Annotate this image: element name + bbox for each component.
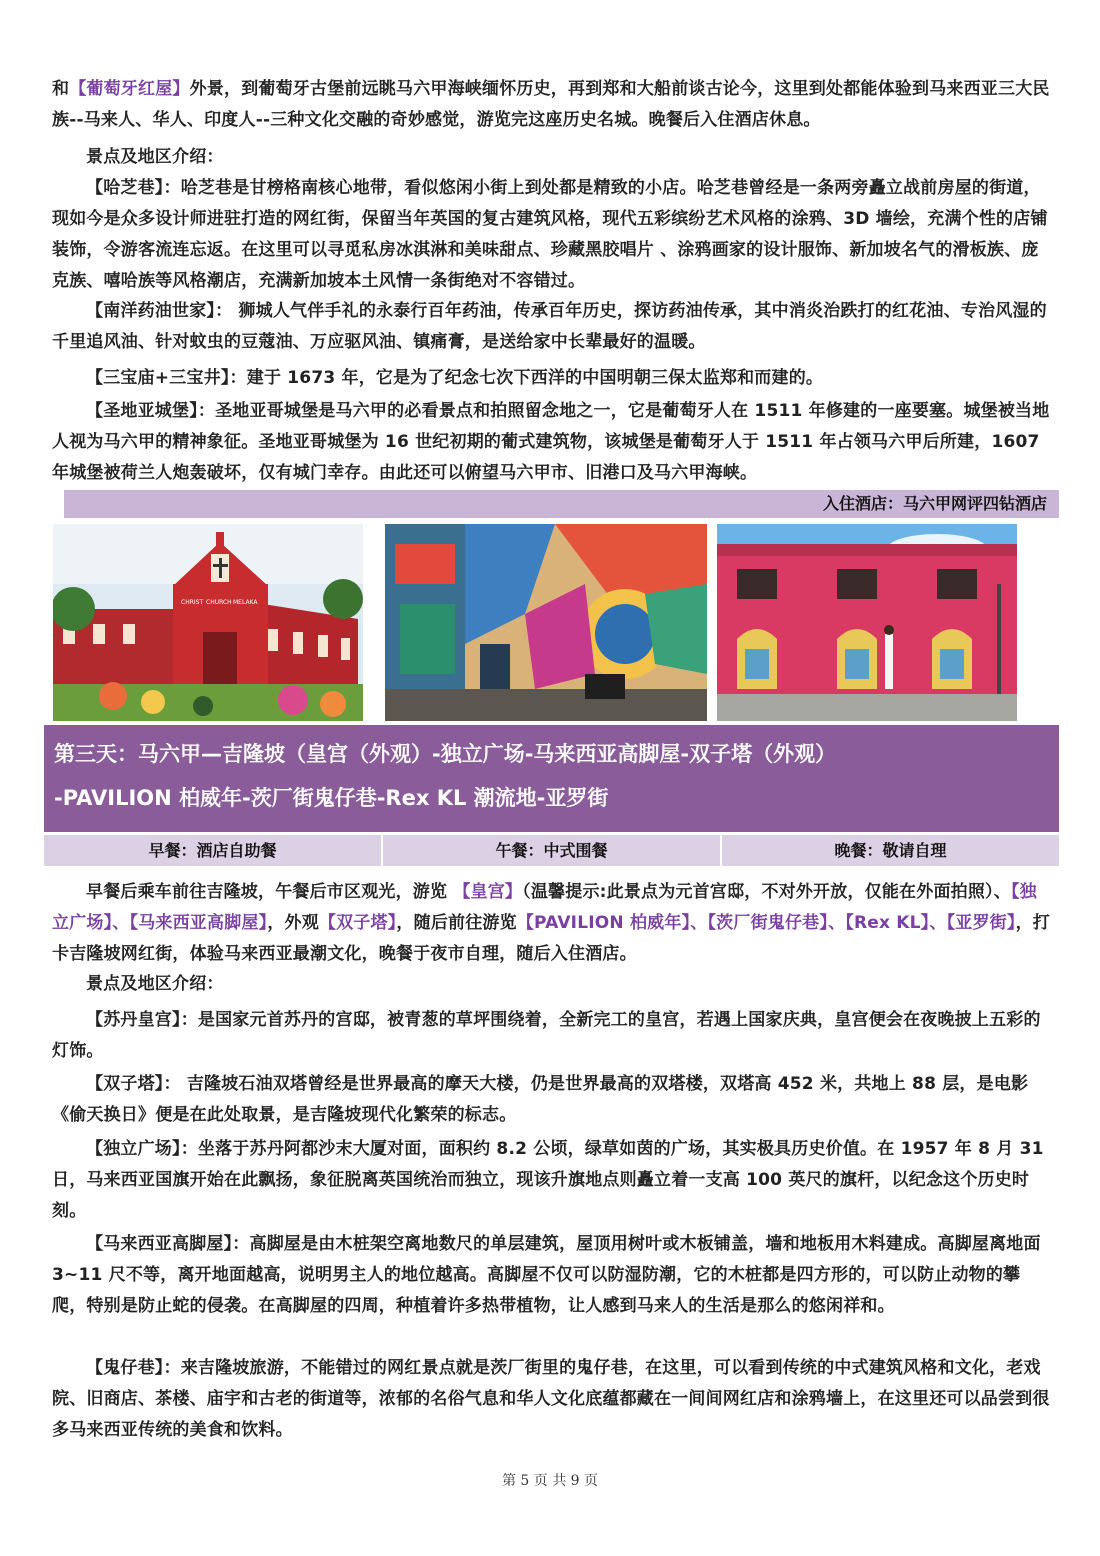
attraction-title: 【苏丹皇宫】： [86,1010,198,1030]
attraction-text: 狮城人气伴手礼的永泰行百年药油，传承百年历史，探访药油传承，其中消炎治跌打的红花油、专治风湿的千里追风油、针对蚊虫的豆蔻油、万应驱风油、镇痛膏，是送给家中长辈最好的温暖。 [52,301,1047,352]
attraction-title: 【南洋药油世家】： [86,301,233,321]
itinerary-paragraph [52,877,1052,970]
section-heading: 景点及地区介绍： [86,147,224,167]
meals-row [44,835,1059,866]
photo-pink-house [717,524,1017,721]
meal-lunch: 午餐：中式围餐 [383,835,720,866]
attraction-title: 【独立广场】： [86,1139,198,1159]
attraction-title: 【双子塔】： [86,1074,181,1094]
day3-heading [44,725,1059,832]
itinerary-text: ，随后前往游览 [396,913,517,933]
intro-lead: 和 [52,79,70,99]
page-footer: 第 5 页 共 9 页 [501,1473,599,1489]
attraction-title: 【圣地亚城堡】： [86,401,216,421]
attraction-text: 坐落于苏丹阿都沙末大厦对面，面积约 8.2 公顷，绿草如茵的广场，其实极具历史价值。在 1957 年 8 月 31 日，马来西亚国旗开始在此飘扬，象征脱离英国统治而独立，现该升旗地点则矗立着一支高 100 英尺的旗杆，以纪念这个历史时刻。 [52,1139,1044,1221]
attraction-text: 建于 1673 年，它是为了纪念七次下西洋的中国明朝三保太监郑和而建的。 [246,368,824,388]
attraction-text: 高脚屋是由木桩架空离地数尺的单层建筑，屋顶用树叶或木板铺盖，墙和地板用木料建成。高脚屋离地面 3~11 尺不等，离开地面越高，说明男主人的地位越高。高脚屋不仅可以防湿防潮，它的木桩都是四方形的，可以防止动物的攀爬，特别是防止蛇的侵袭。在高脚屋的四周，种植着许多热带植物，让人感到马来人的生活是那么的悠闲祥和。 [52,1234,1041,1316]
attraction-title: 【三宝庙+三宝井】： [86,368,247,388]
photo-christ-church [53,524,363,721]
attraction-text: 哈芝巷是甘榜格南核心地带，看似悠闲小街上到处都是精致的小店。哈芝巷曾经是一条两旁矗立战前房屋的街道，现如今是众多设计师进驻打造的网红街，保留当年英国的复古建筑风格，现代五彩缤纷艺术风格的涂鸦、3D 墙绘，充满个性的店铺装饰，令游客流连忘返。在这里可以寻觅私房冰淇淋和美味甜点、珍藏黑胶唱片 、涂鸦画家的设计服饰、新加坡名气的滑板族、庞克族、嘻哈族等风格潮店，充满新加坡本土风情一条街绝对不容错过。 [52,178,1048,291]
itinerary-highlight: 【皇宫】 [453,882,523,902]
section-heading: 景点及地区介绍： [86,974,224,994]
day3-title-line2: -PAVILION 柏威年-茨厂街鬼仔巷-Rex KL 潮流地-亚罗街 [54,786,609,810]
itinerary-text: ，外观 [267,913,319,933]
attraction-medicated-oil [52,296,1052,358]
itinerary-text: 早餐后乘车前往吉隆坡，午餐后市区观光，游览 [86,882,454,902]
attraction-text: 来吉隆坡旅游，不能错过的网红景点就是茨厂街里的鬼仔巷，在这里，可以看到传统的中式建筑风格和文化，老戏院、旧商店、茶楼、庙宇和古老的街道等，浓郁的名俗气息和华人文化底蕴都藏在一间间网红店和涂鸦墙上，在这里还可以品尝到很多马来西亚传统的美食和饮料。 [52,1358,1050,1440]
attraction-title: 【哈芝巷】： [86,178,181,198]
church-sign-3: MELAKA [233,599,258,606]
attraction-sanbao-temple [52,363,1052,394]
attraction-merdeka-square [52,1134,1052,1227]
day3-title-line1: 第三天：马六甲—吉隆坡（皇宫（外观）-独立广场-马来西亚高脚屋-双子塔（外观） [54,742,837,766]
attraction-title: 【马来西亚高脚屋】： [86,1234,250,1254]
hotel-bar: 入住酒店：马六甲网评四钻酒店 [64,490,1059,518]
intro-text: 外景，到葡萄牙古堡前远眺马六甲海峡缅怀历史，再到郑和大船前谈古论今，这里到处都能体验到马来西亚三大民族--马来人、华人、印度人--三种文化交融的奇妙感觉，游览完这座历史名城。晚餐后入住酒店休息。 [52,79,1050,130]
itinerary-highlight: 【独立广场】、【马来西亚高脚屋】 [52,882,1037,933]
intro-paragraph [52,74,1052,136]
attraction-kwai-chai-hong [52,1353,1052,1446]
itinerary-highlight: 【双子塔】 [318,913,397,933]
church-sign-2: CHURCH [206,599,232,606]
attraction-title: 【鬼仔巷】： [86,1358,181,1378]
attraction-twin-towers [52,1069,1052,1131]
attraction-sultan-palace [52,1005,1052,1067]
attraction-a-famosa [52,396,1052,489]
attraction-stilt-house [52,1229,1052,1322]
meal-breakfast: 早餐：酒店自助餐 [44,835,381,866]
attraction-text: 是国家元首苏丹的宫邸，被青葱的草坪围绕着，全新完工的皇宫，若遇上国家庆典，皇宫便会在夜晚披上五彩的灯饰。 [52,1010,1041,1061]
itinerary-text: （温馨提示:此景点为元首宫邸，不对外开放，仅能在外面拍照）、 [522,882,1011,902]
attraction-text: 吉隆坡石油双塔曾经是世界最高的摩天大楼，仍是世界最高的双塔楼，双塔高 452 米，共地上 88 层，是电影《偷天换日》便是在此处取景，是吉隆坡现代化繁荣的标志。 [52,1074,1029,1125]
attraction-text: 圣地亚哥城堡是马六甲的必看景点和拍照留念地之一，它是葡萄牙人在 1511 年修建的一座要塞。城堡被当地人视为马六甲的精神象征。圣地亚哥城堡为 16 世纪初期的葡式建筑物，该城堡是葡萄牙人于 1511 年占领马六甲后所建，1607 年城堡被荷兰人炮轰破坏，仅有城门幸存。由此还可以俯望马六甲市、旧港口及马六甲海峡。 [52,401,1050,483]
intro-highlight: 【葡萄牙红屋】 [69,79,190,99]
church-sign-1: CHRIST [181,599,204,606]
attraction-haji-lane [52,173,1052,297]
photo-street-mural [385,524,707,721]
itinerary-text: ，打卡吉隆坡网红街，体验马来西亚最潮文化，晚餐于夜市自理，随后入住酒店。 [52,913,1050,964]
meal-dinner: 晚餐：敬请自理 [722,835,1059,866]
itinerary-highlight: 【PAVILION 柏威年】、【茨厂街鬼仔巷】、【Rex KL】、【亚罗街】 [516,913,1016,933]
